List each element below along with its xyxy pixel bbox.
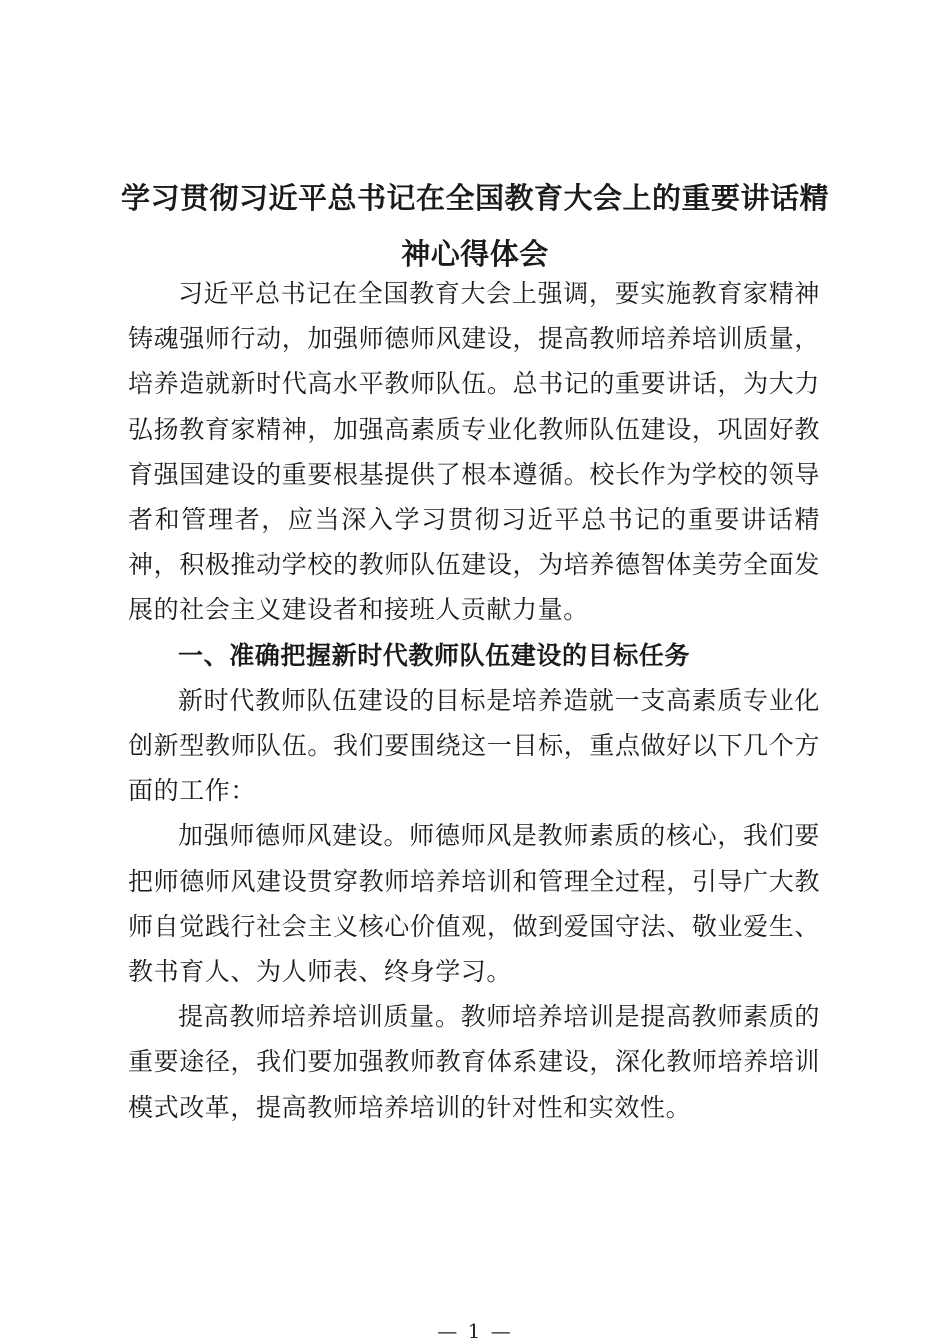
- intro-paragraph: 习近平总书记在全国教育大会上强调，要实施教育家精神铸魂强师行动，加强师德师风建设，提高教师培养培训质量，培养造就新时代高水平教师队伍。总书记的重要讲话，为大力弘扬教育家精神，加强高素质专业化教师队伍建设，巩固好教育强国建设的重要根基提供了根本遵循。校长作为学校的领导者和管理者，应当深入学习贯彻习近平总书记的重要讲话精神，积极推动学校的教师队伍建设，为培养德智体美劳全面发展的社会主义建设者和接班人贡献力量。: [128, 279, 820, 625]
- document-body: [128, 271, 820, 1130]
- page-number: — 1 —: [437, 1319, 513, 1343]
- section-paragraph: 新时代教师队伍建设的目标是培养造就一支高素质专业化创新型教师队伍。我们要围绕这一目标，重点做好以下几个方面的工作：: [128, 685, 820, 806]
- section-paragraph: 提高教师培养培训质量。教师培养培训是提高教师素质的重要途径，我们要加强教师教育体系建设，深化教师培养培训模式改革，提高教师培养培训的针对性和实效性。: [128, 1002, 820, 1122]
- document-title: 学习贯彻习近平总书记在全国教育大会上的重要讲话精神心得体会: [120, 181, 829, 271]
- section-paragraph: 加强师德师风建设。师德师风是教师素质的核心，我们要把师德师风建设贯穿教师培养培训和管理全过程，引导广大教师自觉践行社会主义核心价值观，做到爱国守法、敬业爱生、教书育人、为人师表、终身学习。: [128, 821, 820, 987]
- section-heading: 一、准确把握新时代教师队伍建设的目标任务: [178, 640, 691, 670]
